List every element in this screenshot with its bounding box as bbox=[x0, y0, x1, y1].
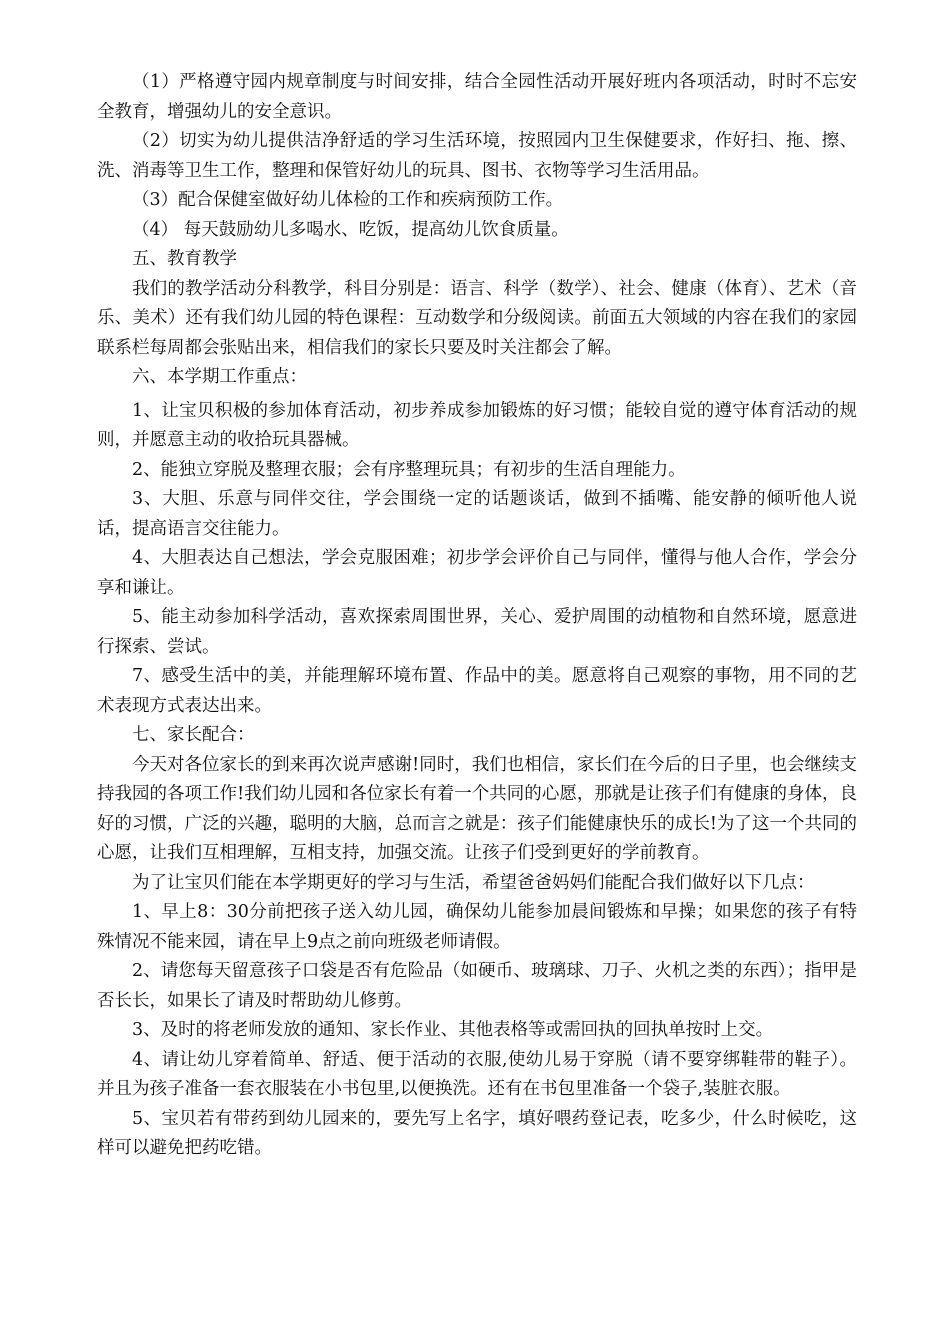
focus-item-3: 3、大胆、乐意与同伴交往，学会围绕一定的话题谈话，做到不插嘴、能安静的倾听他人说话，提高语言交往能力。 bbox=[97, 489, 857, 539]
parent-item-4: 4、请让幼儿穿着简单、舒适、便于活动的衣服,使幼儿易于穿脱（请不要穿绑鞋带的鞋子）。并且为孩子准备一套衣服装在小书包里,以便换洗。还有在书包里准备一个袋子,装脏衣服。 bbox=[97, 1049, 857, 1099]
paragraph-teaching: 我们的教学活动分科教学，科目分别是：语言、科学（数学）、社会、健康（体育）、艺术（音乐、美术）还有我们幼儿园的特色课程：互动数学和分级阅读。前面五大领域的内容在我们的家园联系栏每周都会张贴出来，相信我们的家长只要及时关注都会了解。 bbox=[97, 278, 857, 358]
section-heading-parents: 七、家长配合： bbox=[132, 725, 255, 745]
parent-item-1: 1、早上8：30分前把孩子送入幼儿园，确保幼儿能参加晨间锻炼和早操；如果您的孩子有特殊情况不能来园，请在早上9点之前向班级老师请假。 bbox=[97, 902, 857, 952]
paragraph-safety: （1）严格遵守园内规章制度与时间安排，结合全园性活动开展好班内各项活动，时时不忘安全教育，增强幼儿的安全意识。 bbox=[97, 72, 857, 122]
section-heading-education: 五、教育教学 bbox=[132, 249, 237, 269]
paragraph-thanks: 今天对各位家长的到来再次说声感谢!同时，我们也相信，家长们在今后的日子里，也会继续支持我园的各项工作!我们幼儿园和各位家长有着一个共同的心愿，那就是让孩子们有健康的身体，良好的习惯，广泛的兴趣，聪明的大脑，总而言之就是：孩子们能健康快乐的成长!为了这一个共同的心愿，让我们互相理解，互相支持，加强交流。让孩子们受到更好的学前教育。 bbox=[97, 754, 857, 863]
paragraph-diet: （4） 每天鼓励幼儿多喝水、吃饭，提高幼儿饮食质量。 bbox=[132, 219, 569, 240]
section-heading-focus: 六、本学期工作重点： bbox=[132, 367, 307, 387]
paragraph-request-intro: 为了让宝贝们能在本学期更好的学习与生活，希望爸爸妈妈们能配合我们做好以下几点： bbox=[132, 872, 815, 893]
focus-item-4: 4、大胆表达自己想法，学会克服困难；初步学会评价自己与同伴，懂得与他人合作，学会分享和谦让。 bbox=[97, 548, 857, 598]
parent-item-3: 3、及时的将老师发放的通知、家长作业、其他表格等或需回执的回执单按时上交。 bbox=[132, 1020, 774, 1040]
parent-item-2: 2、请您每天留意孩子口袋是否有危险品（如硬币、玻璃球、刀子、火机之类的东西）；指甲是否长长，如果长了请及时帮助幼儿修剪。 bbox=[97, 961, 857, 1011]
paragraph-health-check: （3）配合保健室做好幼儿体检的工作和疾病预防工作。 bbox=[132, 190, 564, 210]
paragraph-hygiene: （2）切实为幼儿提供洁净舒适的学习生活环境，按照园内卫生保健要求，作好扫、拖、擦、洗、消毒等卫生工作，整理和保管好幼儿的玩具、图书、衣物等学习生活用品。 bbox=[97, 131, 857, 181]
focus-item-5: 5、能主动参加科学活动，喜欢探索周围世界，关心、爱护周围的动植物和自然环境，愿意进行探索、尝试。 bbox=[97, 607, 857, 657]
focus-item-7: 7、感受生活中的美，并能理解环境布置、作品中的美。愿意将自己观察的事物，用不同的艺术表现方式表达出来。 bbox=[97, 666, 857, 716]
focus-item-1: 1、让宝贝积极的参加体育活动，初步养成参加锻炼的好习惯；能较自觉的遵守体育活动的规则，并愿意主动的收拾玩具器械。 bbox=[97, 400, 857, 450]
parent-item-5: 5、宝贝若有带药到幼儿园来的，要先写上名字，填好喂药登记表，吃多少，什么时候吃，这样可以避免把药吃错。 bbox=[97, 1108, 857, 1158]
focus-item-2: 2、能独立穿脱及整理衣服；会有序整理玩具；有初步的生活自理能力。 bbox=[132, 459, 686, 480]
document-page bbox=[97, 68, 857, 1164]
